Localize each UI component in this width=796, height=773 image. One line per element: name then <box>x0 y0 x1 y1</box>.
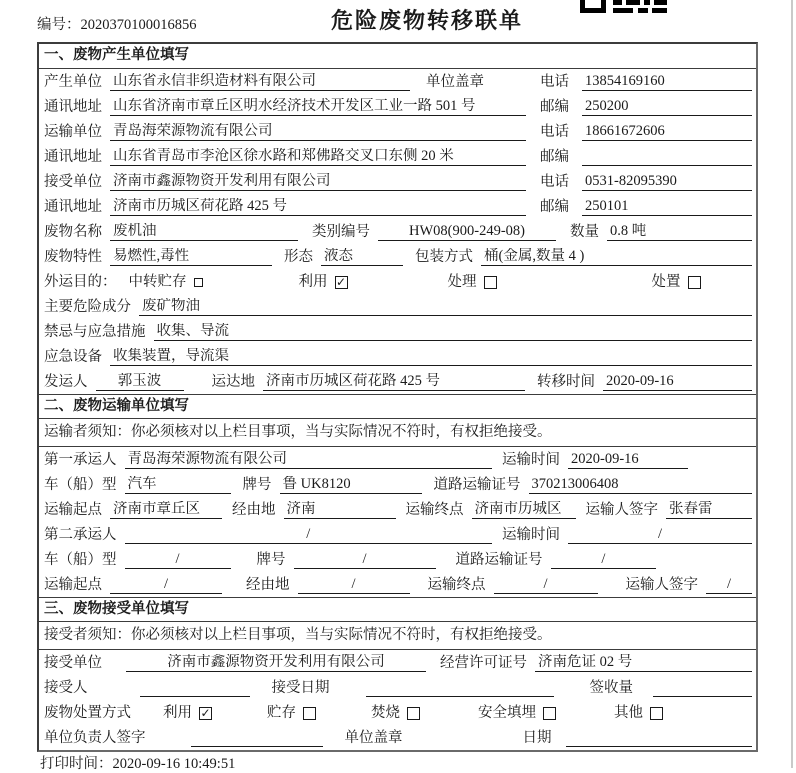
transporter-notice: 运输者须知：你必须核对以上栏目事项，当与实际情况不符时，有权拒绝接受。 <box>39 419 756 447</box>
carrier2-value: / <box>125 526 493 544</box>
license-label: 经营许可证号 <box>440 655 527 671</box>
producer-zip-value: 250200 <box>582 98 752 116</box>
transporter-address-row <box>39 144 756 169</box>
purpose-option-utilize: 利用 ✓ <box>298 274 347 290</box>
waste-name-row <box>39 219 756 244</box>
producer-value: 山东省永信非织造材料有限公司 <box>110 73 410 91</box>
serial-value: 2020370100016856 <box>80 17 197 33</box>
producer-zip-label: 邮编 <box>540 99 569 115</box>
acceptor-value <box>140 680 250 697</box>
disposal-incinerate-checkbox <box>407 707 420 720</box>
receiver-label: 接受单位 <box>44 174 102 190</box>
equipment-row <box>39 344 756 369</box>
transporter-label: 运输单位 <box>44 124 102 140</box>
disposal-method-label: 废物处置方式 <box>44 705 131 721</box>
route2-start-label: 运输起点 <box>44 577 102 593</box>
receiver-address-label: 通讯地址 <box>44 199 102 215</box>
carrier1-value: 青岛海荣源物流有限公司 <box>125 451 493 469</box>
sign-date-label: 日期 <box>522 730 552 746</box>
route2-via-label: 经由地 <box>246 577 290 593</box>
accept-date-value <box>366 680 554 697</box>
carrier1-row <box>39 447 756 472</box>
receiver-phone-label: 电话 <box>540 174 569 190</box>
utilize-checkbox: ✓ <box>335 275 347 289</box>
transporter-row <box>39 119 756 144</box>
measures-row <box>39 319 756 344</box>
vehicle1-type-value: 汽车 <box>125 476 231 494</box>
waste-name-label: 废物名称 <box>44 224 102 240</box>
section1-header: 一、废物产生单位填写 <box>39 44 756 69</box>
destination-label: 运达地 <box>211 374 255 390</box>
section3-header: 三、废物接受单位填写 <box>39 597 756 622</box>
print-time-label: 打印时间： <box>40 756 113 772</box>
vehicle1-plate-label: 牌号 <box>242 477 272 493</box>
treat-checkbox <box>484 276 497 289</box>
signature-row <box>39 725 756 750</box>
transporter-zip-label: 邮编 <box>540 149 569 165</box>
carrier1-time-value: 2020-09-16 <box>568 451 688 469</box>
waste-property-value: 易燃性,毒性 <box>110 248 272 266</box>
waste-code-label: 类别编号 <box>312 224 370 240</box>
hazard-row <box>39 294 756 319</box>
vehicle1-plate-value: 鲁 UK8120 <box>280 476 422 494</box>
disposal-store-checkbox <box>303 707 316 720</box>
route2-via-value: / <box>298 576 410 594</box>
vehicle2-permit-label: 道路运输证号 <box>455 552 543 568</box>
received-qty-label: 签收量 <box>589 680 633 696</box>
dispatcher-value: 郭玉波 <box>96 373 184 391</box>
vehicle1-permit-value: 370213006408 <box>529 476 753 494</box>
producer-phone-label: 电话 <box>540 74 569 90</box>
waste-qty-value: 0.8 吨 <box>607 223 752 241</box>
dispatch-row <box>39 369 756 394</box>
route1-start-value: 济南市章丘区 <box>110 501 222 519</box>
license-value: 济南危证 02 号 <box>535 654 752 672</box>
disposal-option-other: 其他 <box>614 705 663 722</box>
receiver-phone-value: 0531-82095390 <box>582 173 752 191</box>
route1-start-label: 运输起点 <box>44 502 102 518</box>
disposal-option-landfill: 安全填埋 <box>478 705 556 722</box>
producer-address-value: 山东省济南市章丘区明水经济技术开发区工业一路 501 号 <box>110 98 526 116</box>
waste-property-row <box>39 244 756 269</box>
route2-end-label: 运输终点 <box>427 577 486 593</box>
purpose-option-treat: 处理 <box>448 274 497 291</box>
receiver-notice: 接受者须知：你必须核对以上栏目事项，当与实际情况不符时，有权拒绝接受。 <box>39 622 756 650</box>
sign-date-value <box>566 730 753 747</box>
transporter-phone-value: 18661672606 <box>582 123 752 141</box>
receiver-value: 济南市鑫源物资开发利用有限公司 <box>110 173 526 191</box>
dispose-checkbox <box>688 276 701 289</box>
serial-number <box>37 13 197 34</box>
route1-sign-value: 张春雷 <box>666 501 752 519</box>
vehicle2-type-label: 车（船）型 <box>44 552 117 568</box>
producer-row <box>39 69 756 94</box>
waste-code-value: HW08(900-249-08) <box>378 223 556 241</box>
receiver-zip-label: 邮编 <box>540 199 569 215</box>
print-time <box>40 752 235 773</box>
route1-via-value: 济南 <box>284 501 396 519</box>
route2-start-value: / <box>110 576 222 594</box>
producer-seal-label: 单位盖章 <box>426 74 484 90</box>
disposal-landfill-checkbox <box>543 707 556 720</box>
receiver-row <box>39 169 756 194</box>
hazard-label: 主要危险成分 <box>44 299 131 315</box>
packing-value: 桶(金属,数量 4 ) <box>481 248 752 266</box>
route2-sign-value: / <box>706 576 752 594</box>
packing-label: 包装方式 <box>415 249 473 265</box>
carrier1-label: 第一承运人 <box>44 452 117 468</box>
vehicle1-type-label: 车（船）型 <box>44 477 117 493</box>
purpose-row <box>39 269 756 294</box>
destination-value: 济南市历城区荷花路 425 号 <box>263 373 525 391</box>
route1-via-label: 经由地 <box>232 502 276 518</box>
transfer-time-label: 转移时间 <box>537 374 595 390</box>
transporter-phone-label: 电话 <box>540 124 569 140</box>
receiver-address-value: 济南市历城区荷花路 425 号 <box>110 198 526 216</box>
waste-name-value: 废机油 <box>110 223 298 241</box>
transfer-time-value: 2020-09-16 <box>603 373 752 391</box>
producer-label: 产生单位 <box>44 74 102 90</box>
route2-end-value: / <box>494 576 598 594</box>
route1-end-label: 运输终点 <box>405 502 464 518</box>
receiver-address-row <box>39 194 756 219</box>
vehicle2-plate-label: 牌号 <box>256 552 286 568</box>
acceptance-row <box>39 675 756 700</box>
route1-end-value: 济南市历城区 <box>472 501 576 519</box>
disposal-method-row <box>39 700 756 725</box>
vehicle2-row <box>39 547 756 572</box>
disposal-option-incinerate: 焚烧 <box>371 705 420 722</box>
serial-label: 编号： <box>37 17 81 33</box>
vehicle2-plate-value: / <box>294 551 436 569</box>
accepting-unit-label: 接受单位 <box>44 655 102 671</box>
responsible-sign-value <box>191 730 323 747</box>
vehicle2-type-value: / <box>125 551 231 569</box>
disposal-other-checkbox <box>650 707 663 720</box>
route1-sign-label: 运输人签字 <box>585 502 658 518</box>
accept-date-label: 接受日期 <box>271 680 330 696</box>
carrier2-label: 第二承运人 <box>44 527 117 543</box>
purpose-option-dispose: 处置 <box>652 274 701 291</box>
acceptor-label: 接受人 <box>44 680 88 696</box>
disposal-option-store: 贮存 <box>267 705 316 722</box>
waste-form-label: 形态 <box>284 249 313 265</box>
accepting-unit-value: 济南市鑫源物资开发利用有限公司 <box>126 654 426 672</box>
transporter-address-value: 山东省青岛市李沧区徐水路和郑佛路交叉口东侧 20 米 <box>110 148 526 166</box>
equipment-value: 收集装置，导流渠 <box>110 348 752 366</box>
measures-value: 收集、导流 <box>154 323 753 341</box>
purpose-label: 外运目的： <box>44 274 117 290</box>
disposal-option-utilize: 利用 ✓ <box>163 705 211 721</box>
accepting-unit-row <box>39 650 756 675</box>
route2-sign-label: 运输人签字 <box>625 577 698 593</box>
print-time-value: 2020-09-16 10:49:51 <box>112 756 236 772</box>
received-qty-value <box>653 680 752 697</box>
carrier2-time-label: 运输时间 <box>502 527 560 543</box>
dispatcher-label: 发运人 <box>44 374 88 390</box>
waste-form-value: 液态 <box>321 248 403 266</box>
page-edge-line <box>791 0 793 768</box>
transporter-zip-value <box>582 149 752 166</box>
page-title: 危险废物转移联单 <box>331 8 524 33</box>
producer-address-label: 通讯地址 <box>44 99 102 115</box>
equipment-label: 应急设备 <box>44 349 102 365</box>
transporter-address-label: 通讯地址 <box>44 149 102 165</box>
waste-qty-label: 数量 <box>570 224 599 240</box>
producer-address-row <box>39 94 756 119</box>
responsible-sign-label: 单位负责人签字 <box>44 730 146 746</box>
storage-checkbox <box>194 278 203 287</box>
carrier1-time-label: 运输时间 <box>502 452 560 468</box>
transporter-value: 青岛海荣源物流有限公司 <box>110 123 526 141</box>
carrier2-time-value: / <box>568 526 752 544</box>
vehicle2-permit-value: / <box>551 551 657 569</box>
section2-header: 二、废物运输单位填写 <box>39 394 756 419</box>
route2-row <box>39 572 756 597</box>
vehicle1-permit-label: 道路运输证号 <box>433 477 521 493</box>
disposal-utilize-checkbox: ✓ <box>200 706 211 720</box>
carrier2-row <box>39 522 756 547</box>
qr-code-fragment <box>580 0 668 13</box>
manifest-form <box>37 42 758 752</box>
route1-row <box>39 497 756 522</box>
waste-property-label: 废物特性 <box>44 249 102 265</box>
hazard-value: 废矿物油 <box>139 298 752 316</box>
purpose-option-storage: 中转贮存 <box>129 274 203 291</box>
receiver-zip-value: 250101 <box>582 198 752 216</box>
producer-phone-value: 13854169160 <box>582 73 752 91</box>
vehicle1-row <box>39 472 756 497</box>
measures-label: 禁忌与应急措施 <box>44 324 146 340</box>
unit-seal-label: 单位盖章 <box>344 730 403 746</box>
